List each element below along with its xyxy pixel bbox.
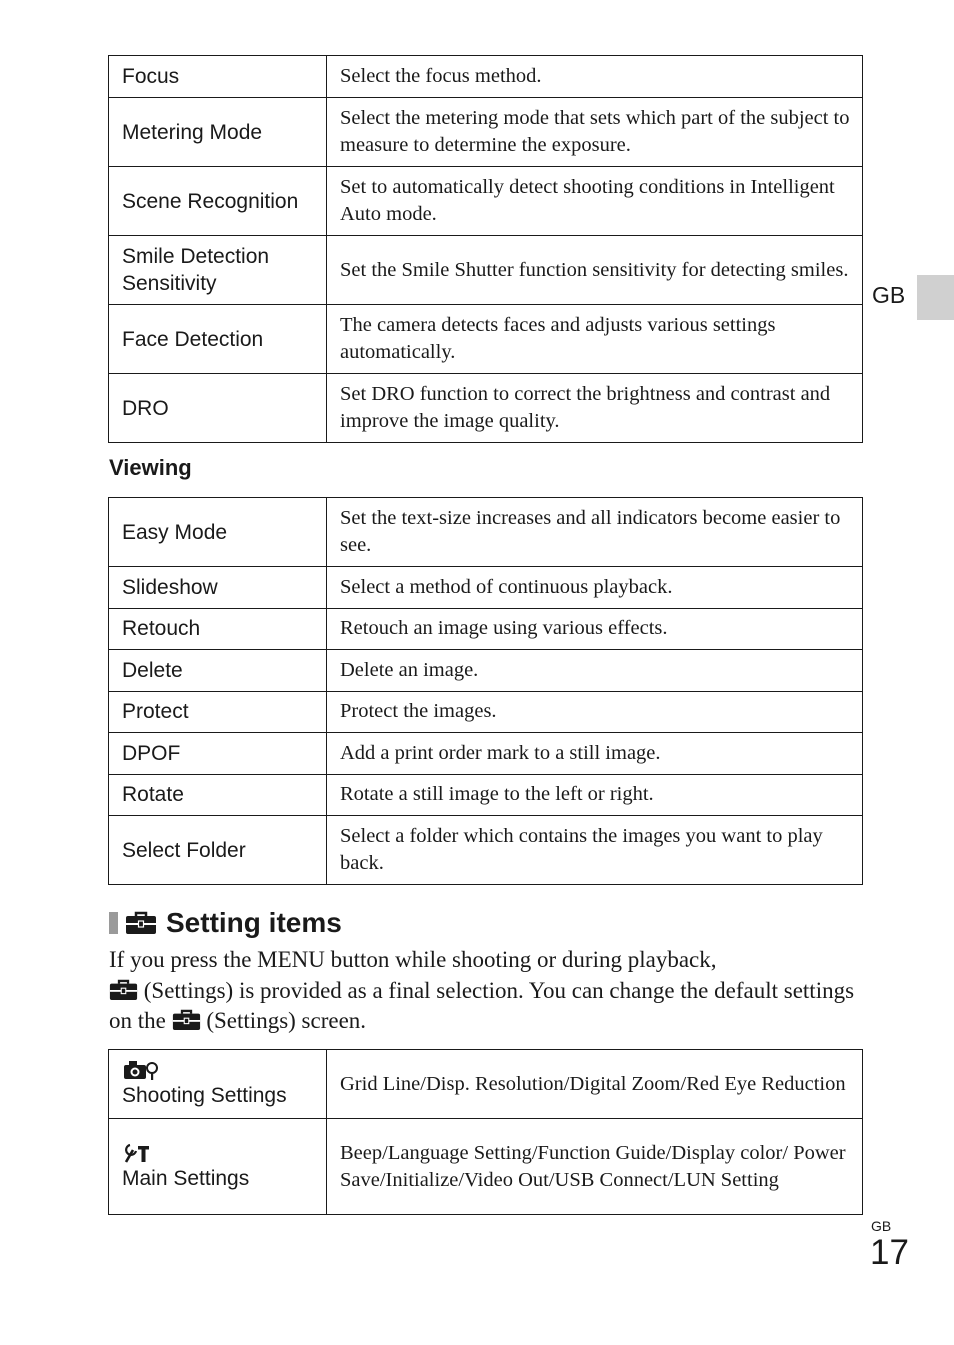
toolbox-icon: [125, 911, 157, 935]
function-description: Select a folder which contains the images you want to play back.: [327, 816, 863, 885]
settings-description: Beep/Language Setting/Function Guide/Display color/ Power Save/Initialize/Video Out/USB Connect/LUN Setting: [327, 1119, 863, 1215]
function-description: Select the focus method.: [327, 56, 863, 98]
table-row: [109, 498, 863, 567]
settings-table: [108, 1049, 863, 1215]
language-tab-marker: [917, 275, 954, 320]
intro-text: (Settings) is provided as a final selection. You can change the default settings on the: [109, 977, 855, 1033]
function-name: DRO: [109, 374, 327, 443]
table-row: [109, 650, 863, 692]
intro-text: If you press the MENU button while shooting or during playback,: [109, 947, 717, 972]
function-description: Select the metering mode that sets which part of the subject to measure to determine the exposure.: [327, 98, 863, 167]
function-name: Delete: [109, 650, 327, 692]
function-description: Add a print order mark to a still image.: [327, 733, 863, 775]
table-row: [109, 56, 863, 98]
function-name: Scene Recognition: [109, 167, 327, 236]
language-tab: GB: [872, 282, 906, 308]
table-row: [109, 774, 863, 816]
toolbox-icon: [172, 1009, 201, 1031]
setting-items-heading: [109, 905, 342, 941]
viewing-function-table: [108, 497, 863, 885]
toolbox-icon: [109, 979, 138, 1001]
function-name: Metering Mode: [109, 98, 327, 167]
function-name: Easy Mode: [109, 498, 327, 567]
table-row: [109, 691, 863, 733]
heading-marker: [109, 912, 118, 934]
function-description: Set DRO function to correct the brightness and contrast and improve the image quality.: [327, 374, 863, 443]
table-row: [109, 374, 863, 443]
function-name: DPOF: [109, 733, 327, 775]
shooting-function-table: [108, 55, 863, 443]
table-row: [109, 305, 863, 374]
table-row: [109, 608, 863, 650]
function-description: Select a method of continuous playback.: [327, 567, 863, 609]
settings-category-label: Shooting Settings: [122, 1084, 287, 1107]
function-description: Rotate a still image to the left or right.: [327, 774, 863, 816]
setting-items-intro: [109, 945, 869, 1037]
table-row: [109, 567, 863, 609]
function-name: Smile Detection Sensitivity: [109, 236, 327, 305]
function-name: Slideshow: [109, 567, 327, 609]
table-row: [109, 98, 863, 167]
function-description: Set the text-size increases and all indicators become easier to see.: [327, 498, 863, 567]
table-row: [109, 167, 863, 236]
function-description: Protect the images.: [327, 691, 863, 733]
function-description: Retouch an image using various effects.: [327, 608, 863, 650]
table-row: [109, 1119, 863, 1215]
function-description: Delete an image.: [327, 650, 863, 692]
settings-category-label: Main Settings: [122, 1166, 250, 1190]
table-row: [109, 1050, 863, 1119]
function-name: Retouch: [109, 608, 327, 650]
camera-settings-icon: [122, 1059, 158, 1081]
function-name: Select Folder: [109, 816, 327, 885]
settings-description: Grid Line/Disp. Resolution/Digital Zoom/Red Eye Reduction: [327, 1050, 863, 1119]
table-row: [109, 816, 863, 885]
page-number: 17: [870, 1233, 909, 1272]
function-description: Set the Smile Shutter function sensitivity for detecting smiles.: [327, 236, 863, 305]
function-name: Protect: [109, 691, 327, 733]
footer-language-code: GB: [871, 1218, 892, 1234]
function-description: Set to automatically detect shooting conditions in Intelligent Auto mode.: [327, 167, 863, 236]
function-name: Rotate: [109, 774, 327, 816]
function-name: Focus: [109, 56, 327, 98]
intro-text: (Settings) screen.: [206, 1008, 367, 1033]
settings-category: [109, 1119, 327, 1215]
wrench-settings-icon: [122, 1142, 152, 1164]
viewing-heading: Viewing: [109, 455, 192, 480]
function-description: The camera detects faces and adjusts various settings automatically.: [327, 305, 863, 374]
function-name: Face Detection: [109, 305, 327, 374]
settings-category: [109, 1050, 327, 1119]
table-row: [109, 733, 863, 775]
setting-items-title: Setting items: [166, 907, 342, 938]
table-row: [109, 236, 863, 305]
